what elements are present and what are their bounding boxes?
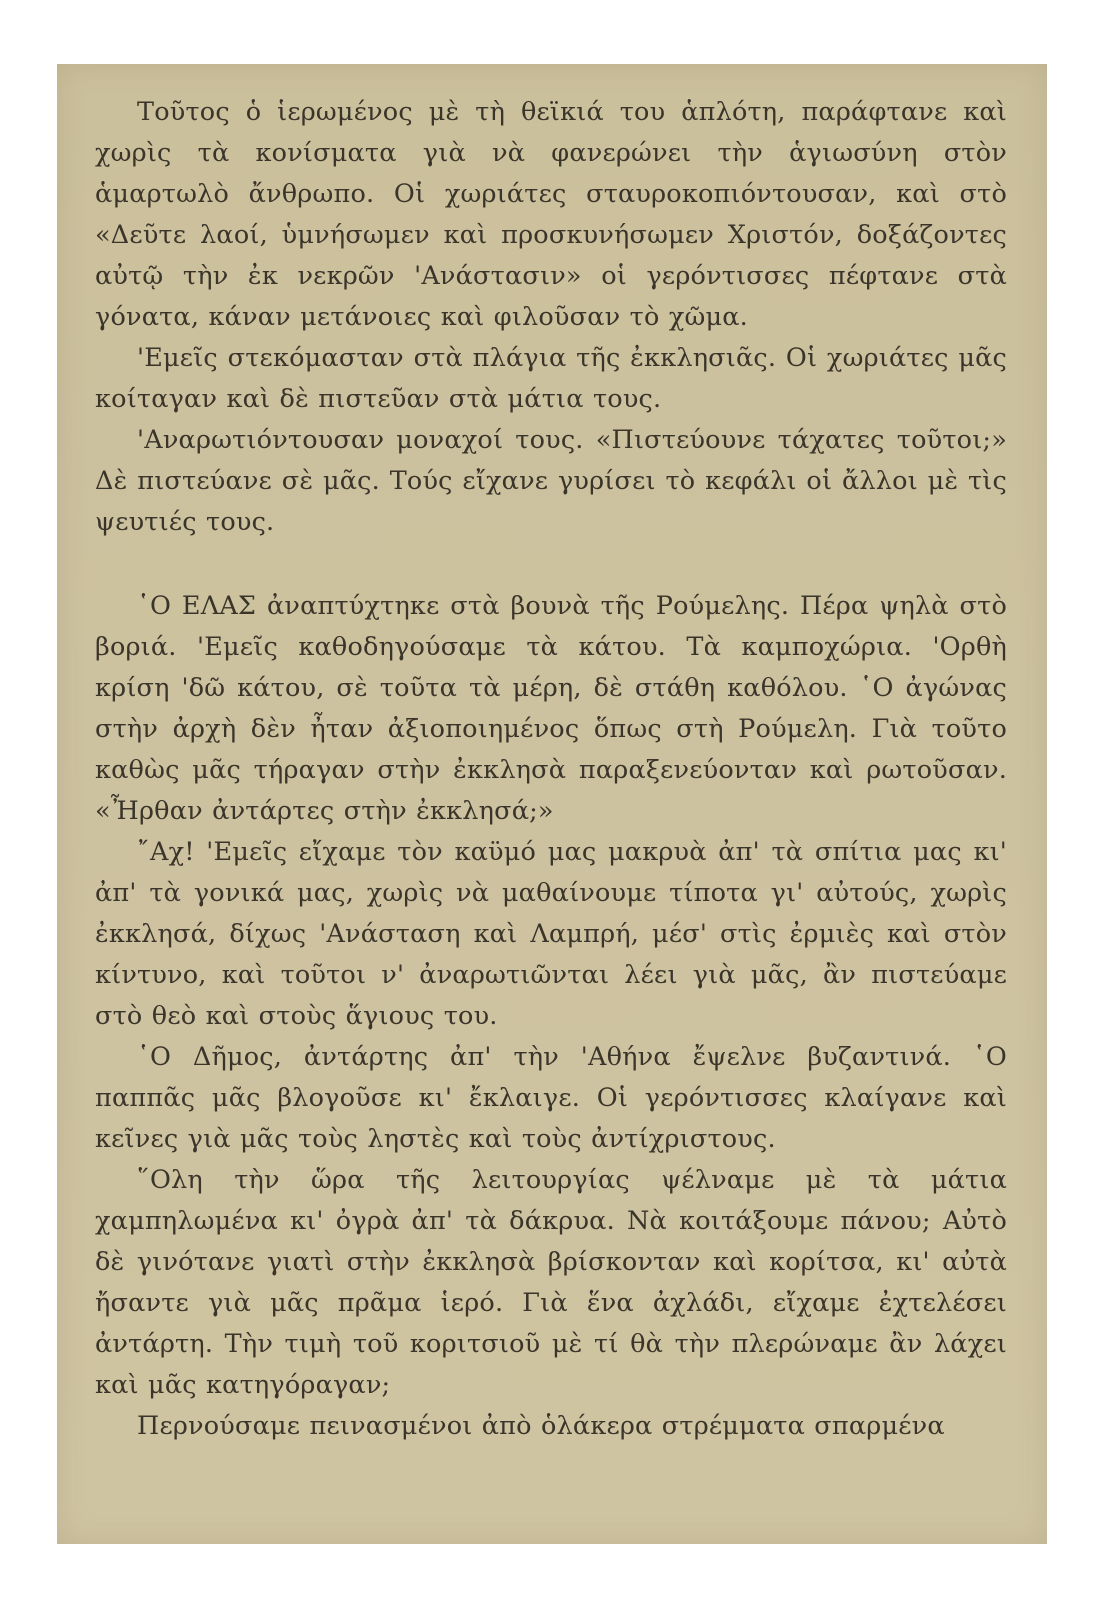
paragraph: Περνούσαμε πεινασμένοι ἀπὸ ὁλάκερα στρέμματα σπαρμένα — [137, 1411, 945, 1441]
paragraph: 'Αναρωτιόντουσαν μοναχοί τους. «Πιστεύουνε τάχατες τοῦτοι;» Δὲ πιστεύανε σὲ μᾶς. Τούς εἴχανε γυρίσει τὸ κεφάλι οἱ ἄλλοι μὲ τὶς ψευτιές τους. — [95, 425, 1007, 537]
paragraph: ῎Αχ! 'Εμεῖς εἴχαμε τὸν καϋμό μας μακρυὰ ἀπ' τὰ σπίτια μας κι' ἀπ' τὰ γονικά μας, χωρὶς νὰ μαθαίνουμε τίποτα γι' αὐτούς, χωρὶς ἐκκλησά, δίχως 'Ανάσταση καὶ Λαμπρή, μέσ' στὶς ἐρμιὲς καὶ στὸν κίντυνο, καὶ τοῦτοι ν' ἀναρωτιῶνται λέει γιὰ μᾶς, ἂν πιστεύαμε στὸ θεὸ καὶ στοὺς ἅγιους του. — [95, 837, 1007, 1031]
paragraph: ῾Ο ΕΛΑΣ ἀναπτύχτηκε στὰ βουνὰ τῆς Ρούμελης. Πέρα ψηλὰ στὸ βοριά. 'Εμεῖς καθοδηγούσαμε τὰ κάτου. Τὰ καμποχώρια. 'Ορθὴ κρίση 'δῶ κάτου, σὲ τοῦτα τὰ μέρη, δὲ στάθη καθόλου. ῾Ο ἀγώνας στὴν ἀρχὴ δὲν ἦταν ἀξιοποιημένος ὅπως στὴ Ρούμελη. Γιὰ τοῦτο καθὼς μᾶς τήραγαν στὴν ἐκκλησὰ παραξενεύονταν καὶ ρωτοῦσαν. «Ἦρθαν ἀντάρτες στὴν ἐκκλησά;» — [95, 591, 1007, 826]
text-section-2 — [95, 586, 1007, 1447]
paragraph: Τοῦτος ὁ ἱερωμένος μὲ τὴ θεϊκιά του ἁπλότη, παράφτανε καὶ χωρὶς τὰ κονίσματα γιὰ νὰ φανερώνει τὴν ἁγιωσύνη στὸν ἁμαρτωλὸ ἄνθρωπο. Οἱ χωριάτες σταυροκοπιόντουσαν, καὶ στὸ «Δεῦτε λαοί, ὑμνήσωμεν καὶ προσκυνήσωμεν Χριστόν, δοξάζοντες αὐτῷ τὴν ἐκ νεκρῶν 'Ανάστασιν» οἱ γερόντισσες πέφτανε στὰ γόνατα, κάναν μετάνοιες καὶ φιλοῦσαν τὸ χῶμα. — [95, 97, 1007, 332]
paragraph: ῾Ο Δῆμος, ἀντάρτης ἀπ' τὴν 'Αθήνα ἔψελνε βυζαντινά. ῾Ο παππᾶς μᾶς βλογοῦσε κι' ἔκλαιγε. Οἱ γερόντισσες κλαίγανε καὶ κεῖνες γιὰ μᾶς τοὺς ληστὲς καὶ τοὺς ἀντίχριστους. — [95, 1042, 1007, 1154]
text-section-1 — [95, 92, 1007, 543]
paragraph: ῞Ολη τὴν ὥρα τῆς λειτουργίας ψέλναμε μὲ τὰ μάτια χαμπηλωμένα κι' ὀγρὰ ἀπ' τὰ δάκρυα. Νὰ κοιτάξουμε πάνου; Αὐτὸ δὲ γινότανε γιατὶ στὴν ἐκκλησὰ βρίσκονταν καὶ κορίτσα, κι' αὐτὰ ἤσαντε γιὰ μᾶς πρᾶμα ἱερό. Γιὰ ἕνα ἀχλάδι, εἴχαμε ἐχτελέσει ἀντάρτη. Τὴν τιμὴ τοῦ κοριτσιοῦ μὲ τί θὰ τὴν πλερώναμε ἂν λάχει καὶ μᾶς κατηγόραγαν; — [95, 1165, 1007, 1400]
paragraph: 'Εμεῖς στεκόμασταν στὰ πλάγια τῆς ἐκκλησιᾶς. Οἱ χωριάτες μᾶς κοίταγαν καὶ δὲ πιστεῦαν στὰ μάτια τους. — [95, 343, 1007, 414]
book-page — [57, 64, 1047, 1544]
